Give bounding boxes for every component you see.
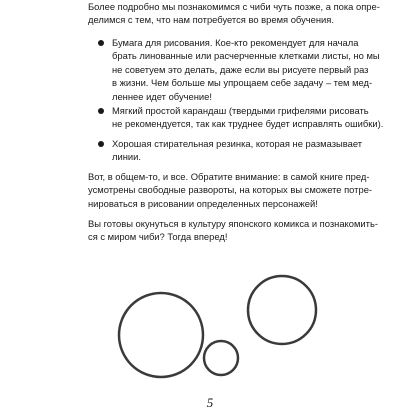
closing-line: нироваться в рисовании определенных персонажей! xyxy=(88,197,318,209)
list-item-line: Мягкий простой карандаш (твердыми грифелями рисовать xyxy=(112,105,369,116)
list-item-line: не советуем это делать, даже если вы рисуете первый раз xyxy=(112,63,369,75)
page-number: 5 xyxy=(206,395,214,410)
list-item-line: не рекомендуется, так как труднее будет исправлять ошибки). xyxy=(112,118,384,130)
list-item-line: Бумага для рисования. Кое-кто рекомендует для начала xyxy=(112,37,359,48)
small-circle xyxy=(204,341,238,375)
list-item-line: брать линованные или расчерченные клетками листы, но мы xyxy=(112,50,380,62)
closing-line: усмотрены свободные развороты, на которых вы сможете потре- xyxy=(88,184,373,196)
list-item-line: в жизни. Чем больше мы упрощаем себе задачу – тем мед- xyxy=(112,77,373,89)
large-circle xyxy=(119,293,203,377)
list-item-line: линии. xyxy=(112,151,141,163)
closing-line: ся с миром чиби? Тогда вперед! xyxy=(88,231,228,243)
intro-line: Более подробно мы познакомимся с чиби чуть позже, а пока опре- xyxy=(88,1,380,12)
list-item-line: Хорошая стирательная резинка, которая не размазывает xyxy=(112,138,363,149)
list-item-line: леннее идет обучение! xyxy=(112,90,212,102)
medium-circle xyxy=(248,276,316,344)
intro-line: делимся с тем, что нам потребуется во время обучения. xyxy=(88,14,334,26)
closing-line: Вы готовы окунуться в культуру японского комикса и познакомить- xyxy=(88,218,378,229)
closing-line: Вот, в общем-то, и все. Обратите внимание: в самой книге пред- xyxy=(88,171,370,182)
